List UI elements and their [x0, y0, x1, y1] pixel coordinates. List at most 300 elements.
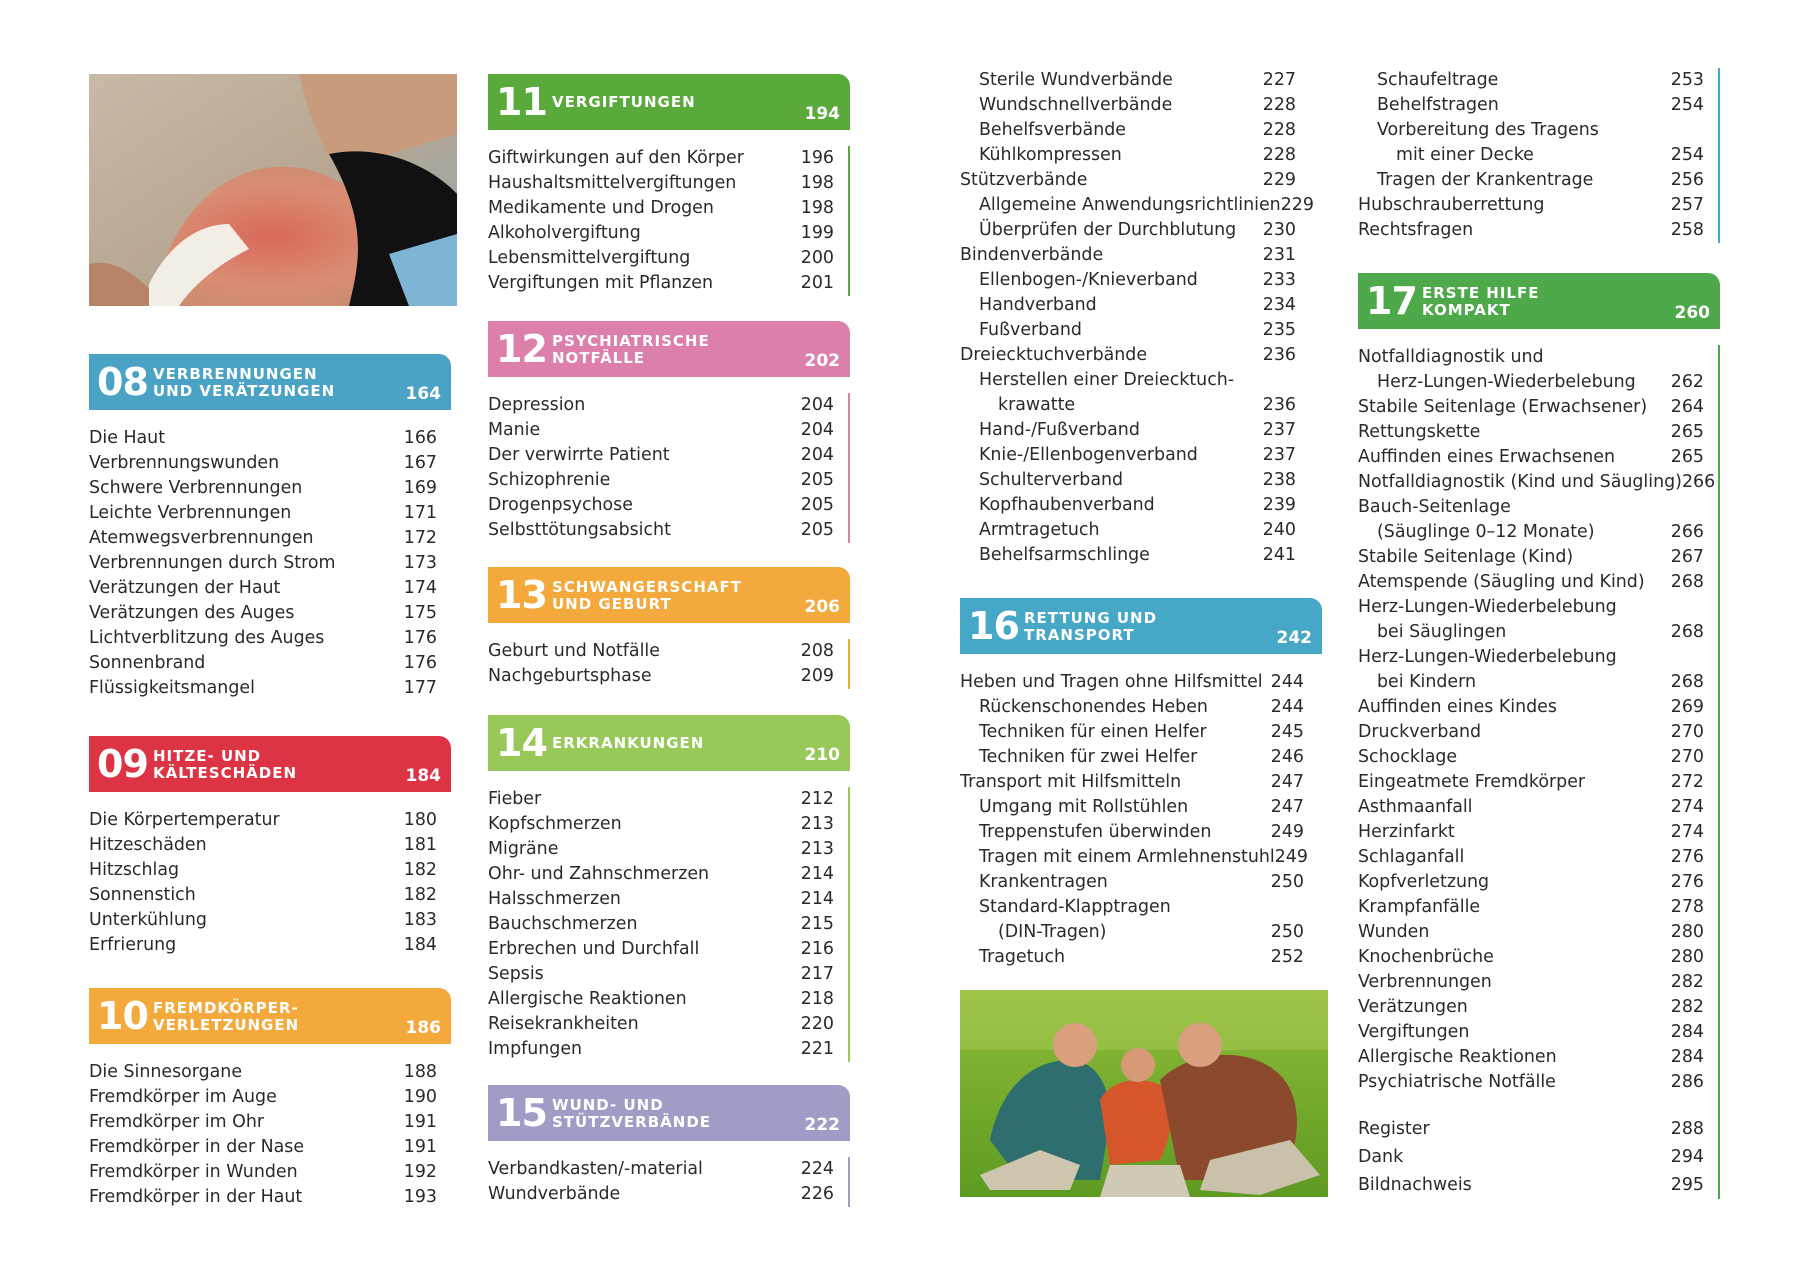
- section-header-12[interactable]: [488, 321, 850, 377]
- toc-entry[interactable]: [960, 268, 1296, 293]
- chapter-number: 17: [1366, 279, 1417, 323]
- toc-entry[interactable]: [488, 787, 834, 812]
- toc-entry-page: 256: [1670, 170, 1704, 190]
- toc-entry[interactable]: [488, 912, 834, 937]
- toc-entry-page: 246: [1270, 747, 1304, 767]
- toc-entry-title: Sonnenstich: [89, 885, 196, 905]
- toc-entry[interactable]: [1358, 68, 1704, 93]
- section-header-09[interactable]: [89, 736, 451, 792]
- toc-entry[interactable]: [960, 795, 1304, 820]
- toc-entry-title-line2: krawatte: [998, 395, 1076, 415]
- toc-entry-page: 184: [403, 935, 437, 955]
- toc-entry-title: Verätzungen des Auges: [89, 603, 295, 623]
- toc-entry-title: Überprüfen der Durchblutung: [979, 220, 1237, 240]
- toc-entry-title: Wundschnellverbände: [979, 95, 1173, 115]
- toc-entry[interactable]: [89, 908, 437, 933]
- toc-entry-page: 233: [1262, 270, 1296, 290]
- toc-entry[interactable]: [89, 808, 437, 833]
- toc-entry[interactable]: [89, 626, 437, 651]
- toc-entry-page: 284: [1670, 1022, 1704, 1042]
- toc-entry-title: Schwere Verbrennungen: [89, 478, 303, 498]
- toc-entry[interactable]: [488, 1157, 834, 1182]
- toc-entry-page: 182: [403, 860, 437, 880]
- toc-entry[interactable]: [960, 518, 1296, 543]
- section-header-17[interactable]: [1358, 273, 1720, 329]
- toc-entry-page: 258: [1670, 220, 1704, 240]
- toc-entry[interactable]: [89, 526, 437, 551]
- section-12: [488, 321, 850, 543]
- toc-entry-title: Wunden: [1358, 922, 1430, 942]
- toc-entry-title: Rechtsfragen: [1358, 220, 1474, 240]
- section-15-continued: [960, 68, 1314, 568]
- toc-entry-title: Dank: [1358, 1147, 1404, 1167]
- toc-entry-title: Knochenbrüche: [1358, 947, 1494, 967]
- toc-entry-title: Lebensmittelvergiftung: [488, 248, 691, 268]
- toc-entry-title: Leichte Verbrennungen: [89, 503, 292, 523]
- toc-entry-title: Kopfhaubenverband: [979, 495, 1155, 515]
- toc-entry-title: Stabile Seitenlage (Kind): [1358, 547, 1574, 567]
- toc-entry[interactable]: [488, 196, 834, 221]
- toc-list: [89, 1060, 451, 1210]
- toc-entry-page: 280: [1670, 947, 1704, 967]
- toc-entry-title: Verätzungen: [1358, 997, 1468, 1017]
- toc-entry-title: Hitzeschäden: [89, 835, 207, 855]
- toc-entry-title: Flüssigkeitsmangel: [89, 678, 255, 698]
- toc-entry-page: 247: [1270, 772, 1304, 792]
- toc-entry[interactable]: [488, 639, 834, 664]
- toc-entry-title: Erfrierung: [89, 935, 177, 955]
- toc-entry[interactable]: [488, 518, 834, 543]
- toc-entry[interactable]: [1358, 870, 1704, 895]
- toc-entry-title: Rettungskette: [1358, 422, 1481, 442]
- section-header-10[interactable]: [89, 988, 451, 1044]
- toc-entry-title: Sepsis: [488, 964, 544, 984]
- toc-entry-title: Die Körpertemperatur: [89, 810, 280, 830]
- toc-entry[interactable]: [960, 820, 1304, 845]
- toc-entry-page: 204: [800, 445, 834, 465]
- toc-entry-page: 247: [1270, 797, 1304, 817]
- chapter-number: 13: [496, 573, 547, 617]
- toc-list: [488, 639, 850, 689]
- toc-entry-title: Die Sinnesorgane: [89, 1062, 243, 1082]
- toc-list: [488, 393, 850, 543]
- toc-entry[interactable]: [1358, 495, 1704, 545]
- toc-entry[interactable]: [89, 576, 437, 601]
- toc-entry[interactable]: [89, 1060, 437, 1085]
- toc-entry[interactable]: [960, 870, 1304, 895]
- toc-entry[interactable]: [960, 770, 1304, 795]
- section-header-08[interactable]: [89, 354, 451, 410]
- toc-entry[interactable]: [488, 418, 834, 443]
- chapter-number: 16: [968, 604, 1019, 648]
- toc-entry[interactable]: [488, 887, 834, 912]
- toc-entry-page: 169: [403, 478, 437, 498]
- toc-entry-page: 244: [1270, 697, 1304, 717]
- section-header-13[interactable]: [488, 567, 850, 623]
- toc-entry-page: 276: [1670, 847, 1704, 867]
- chapter-title: VERGIFTUNGEN: [552, 93, 696, 111]
- toc-entry-title: Wundverbände: [488, 1184, 621, 1204]
- toc-entry-page: 239: [1262, 495, 1296, 515]
- toc-entry-title-line1: Notfalldiagnostik und: [1358, 347, 1544, 367]
- toc-entry[interactable]: [960, 318, 1296, 343]
- toc-entry[interactable]: [1358, 545, 1704, 570]
- toc-entry-title: Notfalldiagnostik (Kind und Säugling): [1358, 472, 1682, 492]
- toc-entry-page: 250: [1270, 922, 1304, 942]
- toc-entry[interactable]: [488, 1182, 834, 1207]
- toc-entry[interactable]: [960, 945, 1304, 970]
- toc-entry-page: 182: [403, 885, 437, 905]
- toc-entry[interactable]: [1358, 118, 1704, 168]
- toc-entry[interactable]: [488, 664, 834, 689]
- toc-entry[interactable]: [1358, 995, 1704, 1020]
- toc-entry-page: 244: [1270, 672, 1304, 692]
- toc-entry[interactable]: [960, 168, 1296, 193]
- toc-entry-title: Heben und Tragen ohne Hilfsmittel: [960, 672, 1263, 692]
- toc-entry[interactable]: [960, 695, 1304, 720]
- toc-list: [89, 426, 451, 701]
- toc-entry[interactable]: [488, 812, 834, 837]
- toc-entry-page: 282: [1670, 997, 1704, 1017]
- toc-entry-title: Depression: [488, 395, 586, 415]
- toc-entry[interactable]: [960, 68, 1296, 93]
- chapter-page: 186: [405, 1018, 441, 1038]
- toc-entry-title: Rückenschonendes Heben: [979, 697, 1208, 717]
- toc-entry[interactable]: [960, 493, 1296, 518]
- section-13: [488, 567, 850, 689]
- toc-entry-title: Kopfverletzung: [1358, 872, 1490, 892]
- toc-entry[interactable]: [89, 476, 437, 501]
- toc-entry-title: Knie-/Ellenbogenverband: [979, 445, 1198, 465]
- chapter-title: ERKRANKUNGEN: [552, 734, 705, 752]
- toc-entry-page: 270: [1670, 722, 1704, 742]
- toc-entry[interactable]: [960, 845, 1308, 870]
- toc-entry-title: Stabile Seitenlage (Erwachsener): [1358, 397, 1648, 417]
- toc-entry[interactable]: [960, 293, 1296, 318]
- toc-entry[interactable]: [1358, 218, 1704, 243]
- toc-entry[interactable]: [488, 987, 834, 1012]
- toc-entry-page: 270: [1670, 747, 1704, 767]
- toc-entry[interactable]: [960, 93, 1296, 118]
- toc-entry-page: 280: [1670, 922, 1704, 942]
- toc-entry-page: 274: [1670, 797, 1704, 817]
- toc-entry[interactable]: [1358, 695, 1704, 720]
- toc-entry-title: Vergiftungen: [1358, 1022, 1470, 1042]
- chapter-number: 15: [496, 1091, 547, 1135]
- toc-entry-page: 284: [1670, 1047, 1704, 1067]
- toc-entry[interactable]: [960, 745, 1304, 770]
- toc-entry[interactable]: [1358, 945, 1704, 970]
- toc-entry-page: 224: [800, 1159, 834, 1179]
- toc-entry[interactable]: [89, 551, 437, 576]
- toc-entry-title: Bildnachweis: [1358, 1175, 1472, 1195]
- toc-entry-title: Hitzschlag: [89, 860, 180, 880]
- toc-entry[interactable]: [960, 368, 1296, 418]
- toc-entry[interactable]: [89, 883, 437, 908]
- toc-entry-page: 282: [1670, 972, 1704, 992]
- chapter-title: ERSTE HILFE KOMPAKT: [1422, 284, 1540, 319]
- toc-entry[interactable]: [1358, 895, 1704, 920]
- toc-entry[interactable]: [960, 218, 1296, 243]
- toc-entry[interactable]: [1358, 845, 1704, 870]
- section-14: [488, 715, 850, 1062]
- chapter-page: 260: [1674, 303, 1710, 323]
- toc-entry[interactable]: [1358, 1020, 1704, 1045]
- chapter-title: RETTUNG UND TRANSPORT: [1024, 609, 1158, 644]
- toc-entry[interactable]: [89, 1135, 437, 1160]
- toc-entry-title: Drogenpsychose: [488, 495, 633, 515]
- chapter-title: VERBRENNUNGEN UND VERÄTZUNGEN: [153, 365, 336, 400]
- toc-entry-page: 266: [1670, 522, 1704, 542]
- toc-entry[interactable]: [89, 933, 437, 958]
- toc-entry-title: [1358, 345, 1664, 395]
- toc-entry-page: 183: [403, 910, 437, 930]
- toc-entry[interactable]: [960, 720, 1304, 745]
- toc-entry-title: Verbrennungen: [1358, 972, 1492, 992]
- toc-entry-page: 267: [1670, 547, 1704, 567]
- toc-entry-title-line2: mit einer Decke: [1396, 145, 1534, 165]
- chapter-title: WUND- UND STÜTZVERBÄNDE: [552, 1096, 712, 1131]
- toc-entry[interactable]: [1358, 168, 1704, 193]
- toc-entry-title: Geburt und Notfälle: [488, 641, 660, 661]
- toc-entry[interactable]: [488, 962, 834, 987]
- toc-entry[interactable]: [488, 937, 834, 962]
- toc-entry[interactable]: [488, 171, 834, 196]
- toc-entry[interactable]: [1358, 595, 1704, 645]
- toc-entry[interactable]: [1358, 193, 1704, 218]
- toc-entry[interactable]: [488, 271, 834, 296]
- toc-entry-page: 218: [800, 989, 834, 1009]
- toc-entry[interactable]: [960, 670, 1304, 695]
- toc-entry[interactable]: [1358, 345, 1704, 395]
- toc-entry-title: Herzinfarkt: [1358, 822, 1455, 842]
- toc-entry[interactable]: [89, 1085, 437, 1110]
- toc-entry-title: Fremdkörper im Auge: [89, 1087, 277, 1107]
- toc-entry-title: Schizophrenie: [488, 470, 611, 490]
- toc-entry-page: 214: [800, 864, 834, 884]
- toc-entry-page: 192: [403, 1162, 437, 1182]
- toc-entry-page: 266: [1681, 472, 1716, 492]
- toc-entry[interactable]: [89, 451, 437, 476]
- toc-entry[interactable]: [89, 858, 437, 883]
- toc-entry[interactable]: [1358, 420, 1704, 445]
- section-17: [1358, 273, 1720, 1199]
- toc-entry[interactable]: [89, 426, 437, 451]
- toc-entry-page: 265: [1670, 447, 1704, 467]
- toc-entry-page: 241: [1262, 545, 1296, 565]
- toc-entry-title-line2: bei Säuglingen: [1377, 622, 1507, 642]
- toc-entry[interactable]: [488, 443, 834, 468]
- section-11: [488, 74, 850, 296]
- toc-entry[interactable]: [1358, 570, 1704, 595]
- toc-entry-page: 274: [1670, 822, 1704, 842]
- toc-entry[interactable]: [488, 468, 834, 493]
- toc-entry-page: 198: [800, 198, 834, 218]
- toc-entry-page: 217: [800, 964, 834, 984]
- chapter-page: 164: [405, 384, 441, 404]
- toc-entry[interactable]: [960, 443, 1296, 468]
- toc-entry-title: Nachgeburtsphase: [488, 666, 652, 686]
- section-header-14[interactable]: [488, 715, 850, 771]
- toc-entry-title: Behelfsverbände: [979, 120, 1126, 140]
- toc-entry-title: Druckverband: [1358, 722, 1482, 742]
- toc-entry[interactable]: [960, 468, 1296, 493]
- toc-entry[interactable]: [1358, 470, 1716, 495]
- chapter-title: SCHWANGERSCHAFT UND GEBURT: [552, 578, 742, 613]
- toc-entry-page: 215: [800, 914, 834, 934]
- toc-entry-page: 235: [1262, 320, 1296, 340]
- toc-entry-page: 227: [1262, 70, 1296, 90]
- spacer: [1358, 1095, 1704, 1115]
- toc-entry-page: 268: [1670, 622, 1704, 642]
- toc-entry-page: 216: [800, 939, 834, 959]
- toc-entry-page: 220: [800, 1014, 834, 1034]
- toc-entry-page: 190: [403, 1087, 437, 1107]
- toc-entry[interactable]: [1358, 920, 1704, 945]
- toc-entry-title: Transport mit Hilfsmitteln: [960, 772, 1182, 792]
- toc-entry[interactable]: [488, 837, 834, 862]
- toc-entry[interactable]: [89, 501, 437, 526]
- toc-entry[interactable]: [488, 493, 834, 518]
- toc-entry-title: Fieber: [488, 789, 542, 809]
- toc-entry-page: 228: [1262, 145, 1296, 165]
- toc-entry-title: Krampfanfälle: [1358, 897, 1481, 917]
- chapter-title: FREMDKÖRPER- VERLETZUNGEN: [153, 999, 300, 1034]
- toc-entry-title: Allergische Reaktionen: [1358, 1047, 1557, 1067]
- toc-entry-title: Dreiecktuchverbände: [960, 345, 1148, 365]
- toc-entry[interactable]: [1358, 970, 1704, 995]
- toc-entry-page: 249: [1270, 822, 1304, 842]
- toc-list: [960, 68, 1314, 568]
- toc-entry-title: Alkoholvergiftung: [488, 223, 641, 243]
- toc-entry[interactable]: [1358, 93, 1704, 118]
- toc-entry[interactable]: [960, 343, 1296, 368]
- toc-entry[interactable]: [89, 601, 437, 626]
- toc-entry-title: Hubschrauberrettung: [1358, 195, 1545, 215]
- section-header-16[interactable]: [960, 598, 1322, 654]
- toc-entry-page: 226: [800, 1184, 834, 1204]
- toc-entry[interactable]: [960, 143, 1296, 168]
- toc-entry[interactable]: [1358, 720, 1704, 745]
- toc-entry-title: Kopfschmerzen: [488, 814, 622, 834]
- toc-entry-title: Schlaganfall: [1358, 847, 1465, 867]
- toc-entry[interactable]: [960, 193, 1314, 218]
- toc-entry[interactable]: [960, 118, 1296, 143]
- toc-entry[interactable]: [1358, 445, 1704, 470]
- toc-entry-title: [1358, 595, 1664, 645]
- chapter-page: 242: [1276, 628, 1312, 648]
- toc-entry-title: Behelfstragen: [1377, 95, 1499, 115]
- toc-entry-title: Verbrennungswunden: [89, 453, 280, 473]
- chapter-page: 184: [405, 766, 441, 786]
- section-header-15[interactable]: [488, 1085, 850, 1141]
- toc-entry[interactable]: [1358, 795, 1704, 820]
- toc-entry[interactable]: [1358, 395, 1704, 420]
- toc-entry-backmatter[interactable]: [1358, 1115, 1704, 1143]
- toc-entry[interactable]: [960, 543, 1296, 568]
- toc-entry-backmatter[interactable]: [1358, 1171, 1704, 1199]
- toc-entry-page: 196: [800, 148, 834, 168]
- toc-entry[interactable]: [488, 221, 834, 246]
- section-15: [488, 1085, 850, 1207]
- toc-entry[interactable]: [488, 1012, 834, 1037]
- toc-entry[interactable]: [89, 1110, 437, 1135]
- toc-entry-page: 272: [1670, 772, 1704, 792]
- photo-sunburn-shoulder: [89, 74, 457, 306]
- toc-entry-page: 205: [800, 495, 834, 515]
- toc-entry-page: 250: [1270, 872, 1304, 892]
- toc-entry-title: Techniken für einen Helfer: [979, 722, 1207, 742]
- toc-entry-page: 237: [1262, 445, 1296, 465]
- toc-entry-page: 237: [1262, 420, 1296, 440]
- toc-entry-title: Der verwirrte Patient: [488, 445, 670, 465]
- toc-entry-backmatter[interactable]: [1358, 1143, 1704, 1171]
- toc-entry-page: 213: [800, 814, 834, 834]
- toc-entry[interactable]: [89, 1160, 437, 1185]
- toc-entry-title: Lichtverblitzung des Auges: [89, 628, 325, 648]
- toc-entry-page: 209: [800, 666, 834, 686]
- toc-entry-page: 191: [403, 1137, 437, 1157]
- toc-entry-title-line2: (DIN-Tragen): [998, 922, 1107, 942]
- toc-entry-title: Erbrechen und Durchfall: [488, 939, 700, 959]
- toc-entry-title: Armtragetuch: [979, 520, 1100, 540]
- toc-entry[interactable]: [89, 651, 437, 676]
- toc-entry[interactable]: [488, 862, 834, 887]
- toc-entry[interactable]: [960, 243, 1296, 268]
- toc-list: [488, 787, 850, 1062]
- section-header-11[interactable]: [488, 74, 850, 130]
- toc-entry-page: 176: [403, 628, 437, 648]
- toc-entry[interactable]: [960, 418, 1296, 443]
- toc-entry[interactable]: [488, 146, 834, 171]
- toc-entry[interactable]: [960, 895, 1304, 945]
- toc-entry-title: Medikamente und Drogen: [488, 198, 714, 218]
- toc-entry-page: 240: [1262, 520, 1296, 540]
- toc-entry-page: 276: [1670, 872, 1704, 892]
- toc-entry[interactable]: [1358, 820, 1704, 845]
- toc-entry[interactable]: [89, 833, 437, 858]
- toc-entry[interactable]: [1358, 745, 1704, 770]
- toc-entry-title-line2: bei Kindern: [1377, 672, 1476, 692]
- toc-entry[interactable]: [89, 676, 437, 701]
- toc-entry[interactable]: [89, 1185, 437, 1210]
- toc-entry[interactable]: [488, 246, 834, 271]
- toc-entry-page: 229: [1262, 170, 1296, 190]
- toc-entry[interactable]: [1358, 1045, 1704, 1070]
- toc-entry-title: Asthmaanfall: [1358, 797, 1473, 817]
- toc-list: [1358, 345, 1720, 1199]
- toc-entry-page: 234: [1262, 295, 1296, 315]
- toc-entry[interactable]: [488, 393, 834, 418]
- photo-sunburn-image: [89, 74, 457, 306]
- toc-entry[interactable]: [488, 1037, 834, 1062]
- toc-entry-page: 175: [403, 603, 437, 623]
- toc-entry-title: Tragen der Krankentrage: [1377, 170, 1594, 190]
- toc-entry-page: 286: [1670, 1072, 1704, 1092]
- toc-entry[interactable]: [1358, 645, 1704, 695]
- chapter-number: 11: [496, 80, 547, 124]
- toc-entry[interactable]: [1358, 1070, 1704, 1095]
- chapter-page: 222: [804, 1115, 840, 1135]
- toc-entry-title: Unterkühlung: [89, 910, 207, 930]
- toc-entry-title: Krankentragen: [979, 872, 1108, 892]
- toc-entry[interactable]: [1358, 770, 1704, 795]
- toc-entry-page: 214: [800, 889, 834, 909]
- toc-entry-page: 236: [1262, 345, 1296, 365]
- toc-entry-title: Schocklage: [1358, 747, 1458, 767]
- toc-entry-page: 236: [1262, 395, 1296, 415]
- chapter-page: 194: [804, 104, 840, 124]
